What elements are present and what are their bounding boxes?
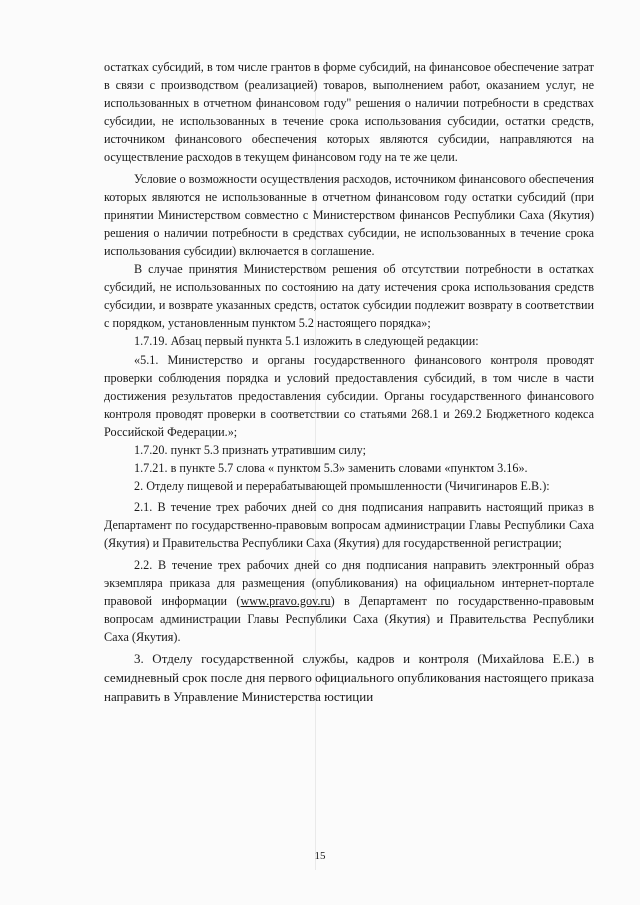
paragraph-condition: Условие о возможности осуществления расходов, источником финансового обеспечения которых являются не использованные в отчетном финансовом году остатки субсидий (при принятии Министерством совместно с Министерством финансов Республики Саха (Якутия) решения о наличии потребности в средствах субсидии, не использованных в течение срока использования субсидии) включается в соглашение. bbox=[104, 171, 594, 258]
paragraph-2-2 bbox=[104, 556, 594, 646]
paragraph-1-7-21: 1.7.21. в пункте 5.7 слова « пунктом 5.3» заменить словами «пунктом 3.16». bbox=[134, 461, 528, 476]
paragraph-2: 2. Отделу пищевой и перерабатывающей промышленности (Чичигинаров Е.В.): bbox=[134, 479, 550, 494]
paragraph-1-7-20: 1.7.20. пункт 5.3 признать утратившим силу; bbox=[134, 442, 366, 457]
pravo-gov-link[interactable]: www.pravo.gov.ru bbox=[240, 593, 331, 608]
paragraph-2-2-start: 2.2. В течение трех рабочих дней со дня подписания направить электронный образ экземпляра приказа для размещения (опубликования) на официальном интернет-портале правовой информации ( bbox=[104, 557, 594, 608]
paragraph-2-2-end: ) в Департамент по государственно-правовым вопросам администрации Главы Республики Саха (Якутия) и Правительства Республики Саха (Якутия). bbox=[104, 593, 594, 644]
paragraph-continuation: остатках субсидий, в том числе грантов в форме субсидий, на финансовое обеспечение затрат в связи с производством (реализацией) товаров, выполнением работ, оказанием услуг, не использованных в отчетном финансовом году" решения о наличии потребности в средствах субсидии, не использованных в течение срока использования субсидии, остатки средств, источником финансового обеспечения которых являются субсидии, направляются на осуществление расходов в текущем финансовом году на те же цели. bbox=[104, 60, 594, 165]
paragraph-5-1-text: «5.1. Министерство и органы государственного финансового контроля проводят проверки соблюдения порядка и условий предоставления субсидий, в том числе в части достижения результатов предоставления субсидии. Органы государственного финансового контроля проводят проверки в соответствии со статьями 268.1 и 269.2 Бюджетного кодекса Российской Федерации.»; bbox=[104, 352, 594, 439]
document-body bbox=[104, 58, 594, 706]
paragraph-1-7-19: 1.7.19. Абзац первый пункта 5.1 изложить в следующей редакции: bbox=[134, 334, 479, 349]
page-number: 15 bbox=[314, 850, 326, 862]
paragraph-return: В случае принятия Министерством решения об отсутствии потребности в остатках субсидий, не использованных по состоянию на дату истечения срока использования средств субсидии, и возврате указанных средств, остаток субсидии подлежит возврату в соответствии с порядком, установленным пунктом 5.2 настоящего порядка»; bbox=[104, 262, 594, 331]
paragraph-2-1: 2.1. В течение трех рабочих дней со дня подписания направить настоящий приказ в Департамент по государственно-правовым вопросам администрации Главы Республики Саха (Якутия) и Правительства Республики Саха (Якутия) для государственной регистрации; bbox=[104, 500, 594, 551]
paragraph-3: 3. Отделу государственной службы, кадров и контроля (Михайлова Е.Е.) в семидневный срок после дня первого официального опубликования настоящего приказа направить в Управление Министерства юстиции bbox=[104, 651, 594, 704]
